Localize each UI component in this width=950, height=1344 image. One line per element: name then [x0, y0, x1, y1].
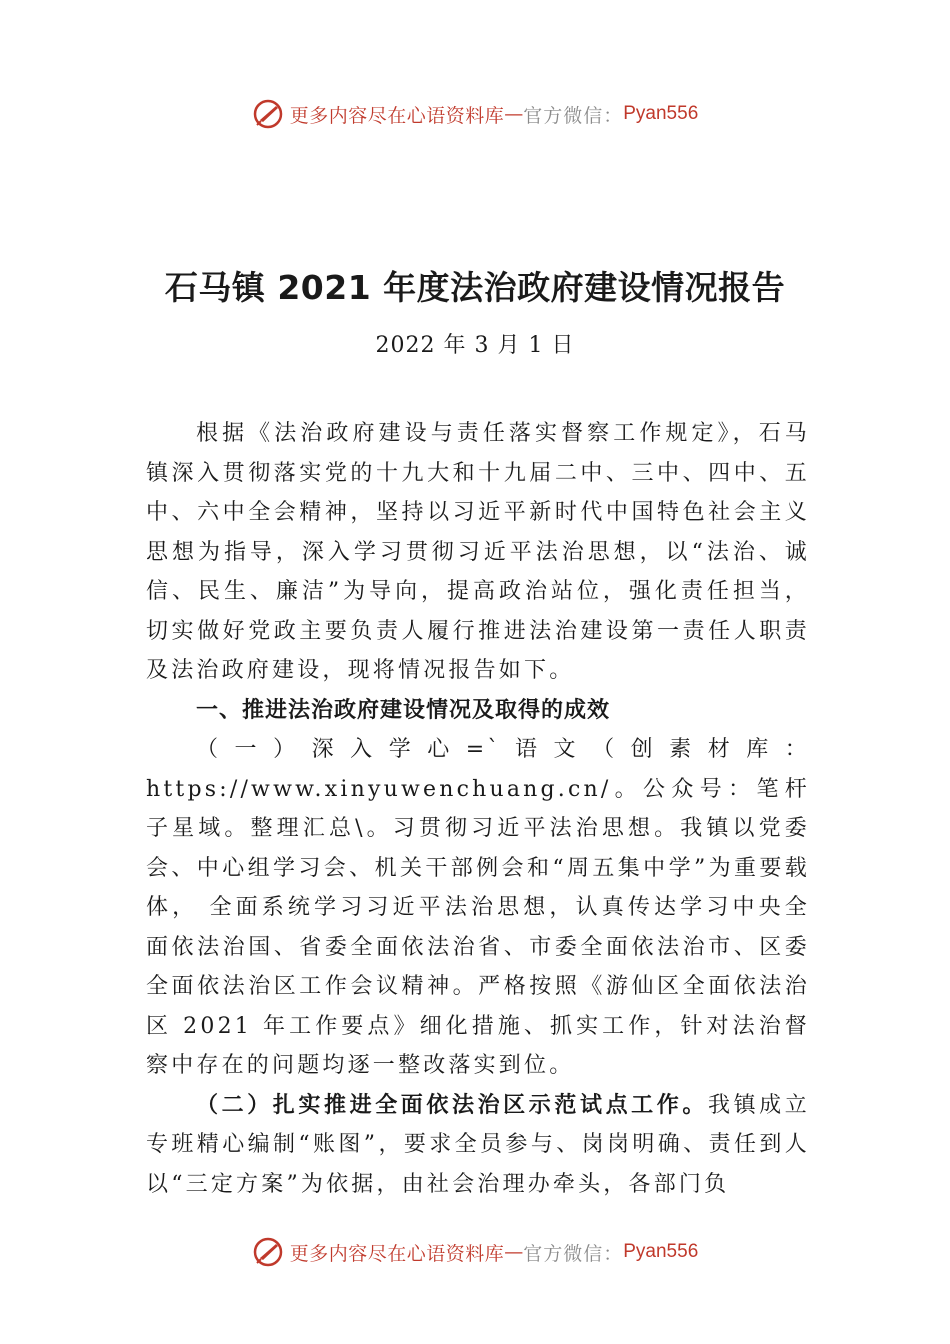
- item-2-lead: （二）扎实推进全面依法治区示范试点工作。: [196, 1091, 708, 1118]
- quill-logo-icon: [252, 1236, 284, 1268]
- section-heading: 一、推进法治政府建设情况及取得的成效: [196, 697, 611, 723]
- banner-wechat-id: Pyan556: [623, 103, 699, 124]
- document-title: 石马镇 2021 年度法治政府建设情况报告: [164, 268, 786, 307]
- banner-separator: —: [504, 103, 524, 125]
- footer-banner: [0, 1232, 950, 1272]
- item-2-body: 我镇成立专班精心编制“账图”，要求全员参与、岗岗明确、责任到人以“三定方案”为依据，由社会治理办牵头，各部门负: [146, 1092, 810, 1197]
- footer-brand: 更多内容尽在心语资料库: [289, 1242, 505, 1265]
- header-banner: [0, 94, 950, 134]
- intro-paragraph: 根据《法治政府建设与责任落实督察工作规定》，石马镇深入贯彻落实党的十九大和十九届二中、三中、四中、五中、六中全会精神，坚持以习近平新时代中国特色社会主义思想为指导，深入学习贯彻习近平法治思想，以“法治、诚信、民生、廉洁”为导向，提高政治站位，强化责任担当，切实做好党政主要负责人履行推进法治建设第一责任人职责及法治政府建设，现将情况报告如下。: [146, 421, 810, 683]
- footer-wechat-label: 官方微信：: [523, 1242, 624, 1265]
- document-body: [146, 414, 810, 1204]
- item-paragraph-1: （一）深入学心=`语文（创素材库：https://www.xinyuwenchuang.cn/。公众号：笔杆子星域。整理汇总\。习贯彻习近平法治思想。我镇以党委会、中心组学习会、机关干部例会和“周五集中学”为重要载体， 全面系统学习习近平法治思想，认真传达学习中央全面依法治国、省委全面依法治省、市委全面依法治市、区委全面依法治区工作会议精神。严格按照《游仙区全面依法治区 2021 年工作要点》细化措施、抓实工作，针对法治督察中存在的问题均逐一整改落实到位。: [146, 737, 810, 1078]
- quill-logo-icon: [252, 98, 284, 130]
- banner-wechat-label: 官方微信：: [523, 104, 624, 127]
- banner-brand: 更多内容尽在心语资料库: [289, 104, 505, 127]
- footer-wechat-id: Pyan556: [623, 1241, 699, 1262]
- footer-separator: —: [504, 1241, 524, 1263]
- item-paragraph-2: [146, 1086, 810, 1205]
- document-date: 2022 年 3 月 1 日: [375, 333, 575, 358]
